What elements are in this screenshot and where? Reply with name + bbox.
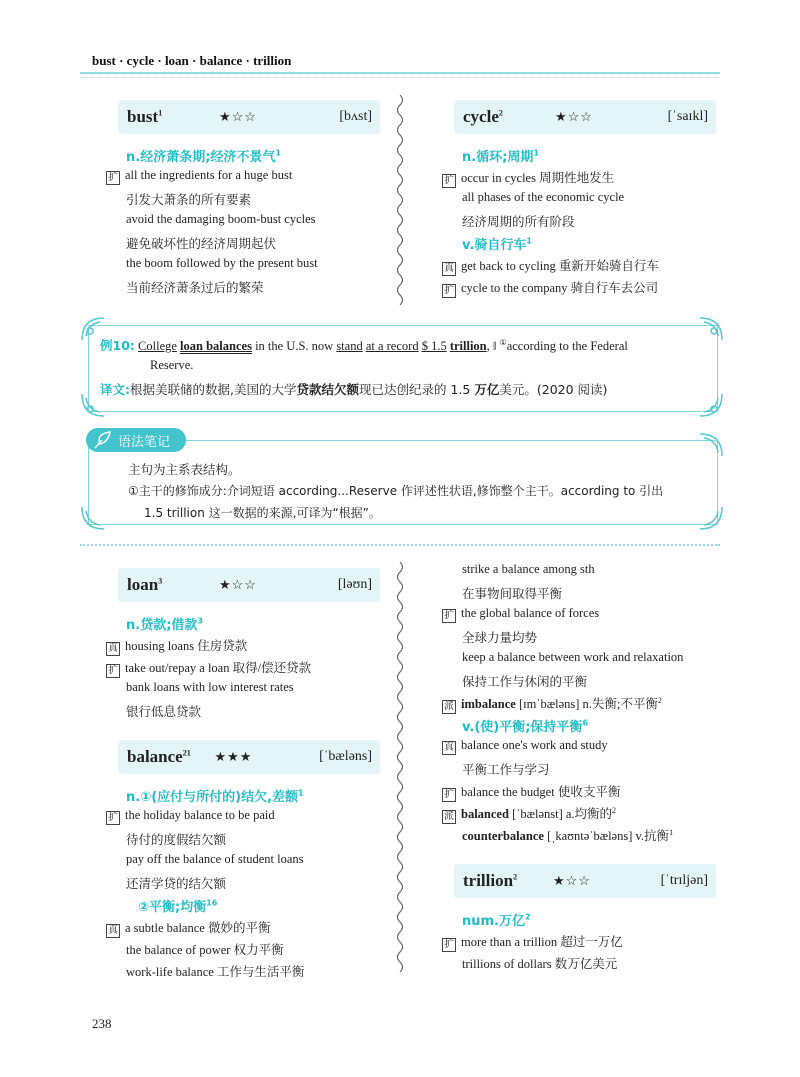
pai-mark: 派 [442, 810, 456, 824]
feather-pen-icon [92, 430, 114, 450]
cycle-headword-box [454, 100, 716, 134]
translation-line: 待付的度假结欠额 [126, 832, 227, 847]
headword: loan$^3$ [127, 575, 163, 594]
trillion-headword-box [454, 864, 716, 898]
example-line: 扩 balance the budget 使收支平衡 [442, 782, 620, 802]
phonetic: [ˈsaɪkl] [667, 109, 708, 124]
part-of-speech: ②平衡;均衡$^{16}$ [138, 898, 218, 915]
phonetic: [bʌst] [339, 109, 372, 124]
corner-ornament-icon [80, 505, 106, 531]
example-line: pay off the balance of student loans [126, 852, 304, 866]
star-rating: ★☆☆ [219, 109, 257, 124]
balance-headword-box [118, 740, 380, 774]
example-sentence-cont: Reserve. [150, 358, 194, 372]
headword: trillion$^2$ [463, 871, 518, 890]
example-line: 真 a subtle balance 微妙的平衡 [106, 918, 270, 938]
example-line: 真 get back to cycling 重新开始骑自行车 [442, 256, 659, 276]
example-line: 真 balance one's work and study [442, 738, 608, 755]
headword: bust$^1$ [127, 107, 163, 126]
translation-line: 平衡工作与学习 [462, 762, 550, 777]
example-line: 真 housing loans 住房贷款 [106, 636, 247, 656]
translation-line: 引发大萧条的所有要素 [126, 192, 252, 207]
headword: cycle$^2$ [463, 107, 503, 126]
translation-line: 经济周期的所有阶段 [462, 214, 575, 229]
translation-line: 全球力量均势 [462, 630, 538, 645]
example-line: all phases of the economic cycle [462, 190, 625, 204]
example-line: 扩 occur in cycles 周期性地发生 [442, 168, 614, 188]
zhen-mark: 真 [106, 642, 120, 656]
running-header: bust · cycle · loan · balance · trillion [92, 53, 292, 68]
phonetic: [ləʊn] [337, 577, 372, 592]
example-line: the boom followed by the present bust [126, 256, 318, 270]
example-line: the balance of power 权力平衡 [126, 943, 284, 957]
kuo-mark: 扩 [106, 171, 120, 185]
example-line: 扩 take out/repay a loan 取得/偿还贷款 [106, 658, 311, 678]
translation-line: 当前经济萧条过后的繁荣 [126, 280, 264, 295]
translation-line: 银行低息贷款 [126, 704, 202, 719]
section-separator [80, 544, 720, 546]
phonetic: [ˈtrɪljən] [660, 873, 708, 888]
headword: balance$^{21}$ [127, 747, 191, 766]
derived-word-line: counterbalance [ˌkaʊntəˈbæləns] v.抗衡$^1$ [462, 827, 674, 843]
example-line: 扩 cycle to the company 骑自行车去公司 [442, 278, 658, 298]
kuo-mark: 扩 [442, 609, 456, 623]
loan-headword-box [118, 568, 380, 602]
part-of-speech: num.万亿$^2$ [462, 912, 531, 929]
grammar-line: 1.5 trillion 这一数据的来源,可译为“根据”。 [144, 506, 381, 520]
kuo-mark: 扩 [106, 811, 120, 825]
example-label: 例10 [100, 338, 130, 353]
example-line: 扩 the holiday balance to be paid [106, 808, 275, 825]
corner-ornament-icon [698, 392, 724, 418]
example-sentence: 例10: College loan balances in the U.S. now stand at a record $ 1.5 trillion, ‖ ①according to the Federal [100, 337, 628, 353]
example-translation: 译文:根据美联储的数据,美国的大学贷款结欠额现已达创纪录的 1.5 万亿美元。(2020 阅读) [100, 382, 608, 397]
corner-ornament-icon [698, 316, 724, 342]
header-rule-dotted [80, 77, 720, 78]
grammar-line: ①主干的修饰成分:介词短语 according...Reserve 作评述性状语,修饰整个主干。according to 引出 [128, 484, 664, 498]
kuo-mark: 扩 [442, 938, 456, 952]
translation-line: 在事物间取得平衡 [462, 586, 563, 601]
translation-line: 保持工作与休闲的平衡 [462, 674, 588, 689]
wavy-divider-top [392, 95, 408, 305]
example-line: work-life balance 工作与生活平衡 [126, 965, 305, 979]
page-number: 238 [92, 1016, 112, 1031]
translation-line: 避免破坏性的经济周期起伏 [126, 236, 277, 251]
grammar-line: 主句为主系表结构。 [128, 462, 241, 477]
example-line: trillions of dollars 数万亿美元 [462, 957, 618, 971]
part-of-speech: n.循环;周期$^1$ [462, 148, 539, 165]
kuo-mark: 扩 [442, 284, 456, 298]
derived-word-line: 派 imbalance [ɪmˈbæləns] n.失衡;不平衡$^2$ [442, 694, 662, 714]
zhen-mark: 真 [442, 262, 456, 276]
example-line: 扩 the global balance of forces [442, 606, 599, 623]
example-line: keep a balance between work and relaxation [462, 650, 684, 664]
header-rule [80, 72, 720, 74]
grammar-note-tab [86, 428, 186, 452]
wavy-divider-bottom [392, 562, 408, 972]
star-rating: ★☆☆ [552, 873, 591, 888]
part-of-speech: v.(使)平衡;保持平衡$^6$ [462, 718, 589, 735]
part-of-speech: n.经济萧条期;经济不景气$^1$ [126, 148, 281, 165]
star-rating: ★☆☆ [219, 577, 257, 592]
example-line: bank loans with low interest rates [126, 680, 294, 694]
translation-label: 译文 [100, 382, 126, 397]
zhen-mark: 真 [442, 741, 456, 755]
example-line: strike a balance among sth [462, 562, 595, 576]
corner-ornament-icon [698, 505, 724, 531]
part-of-speech: v.骑自行车$^1$ [462, 236, 532, 253]
corner-ornament-icon [698, 432, 724, 458]
star-rating: ★★★ [214, 749, 253, 764]
example-line: 扩 all the ingredients for a huge bust [106, 168, 292, 185]
part-of-speech: n.①(应付与所付的)结欠,差额$^1$ [126, 788, 304, 805]
phonetic: [ˈbæləns] [319, 749, 372, 764]
example-line: 扩 more than a trillion 超过一万亿 [442, 932, 623, 952]
star-rating: ★☆☆ [555, 109, 593, 124]
bust-headword-box [118, 100, 380, 134]
derived-word-line: 派 balanced [ˈbælənst] a.均衡的$^2$ [442, 804, 616, 824]
part-of-speech: n.贷款;借款$^3$ [126, 616, 203, 633]
kuo-mark: 扩 [442, 174, 456, 188]
grammar-note-title: 语法笔记 [118, 434, 171, 450]
kuo-mark: 扩 [106, 664, 120, 678]
translation-line: 还清学贷的结欠额 [126, 876, 227, 891]
example-line: avoid the damaging boom-bust cycles [126, 212, 316, 226]
kuo-mark: 扩 [442, 788, 456, 802]
pai-mark: 派 [442, 700, 456, 714]
zhen-mark: 真 [106, 924, 120, 938]
